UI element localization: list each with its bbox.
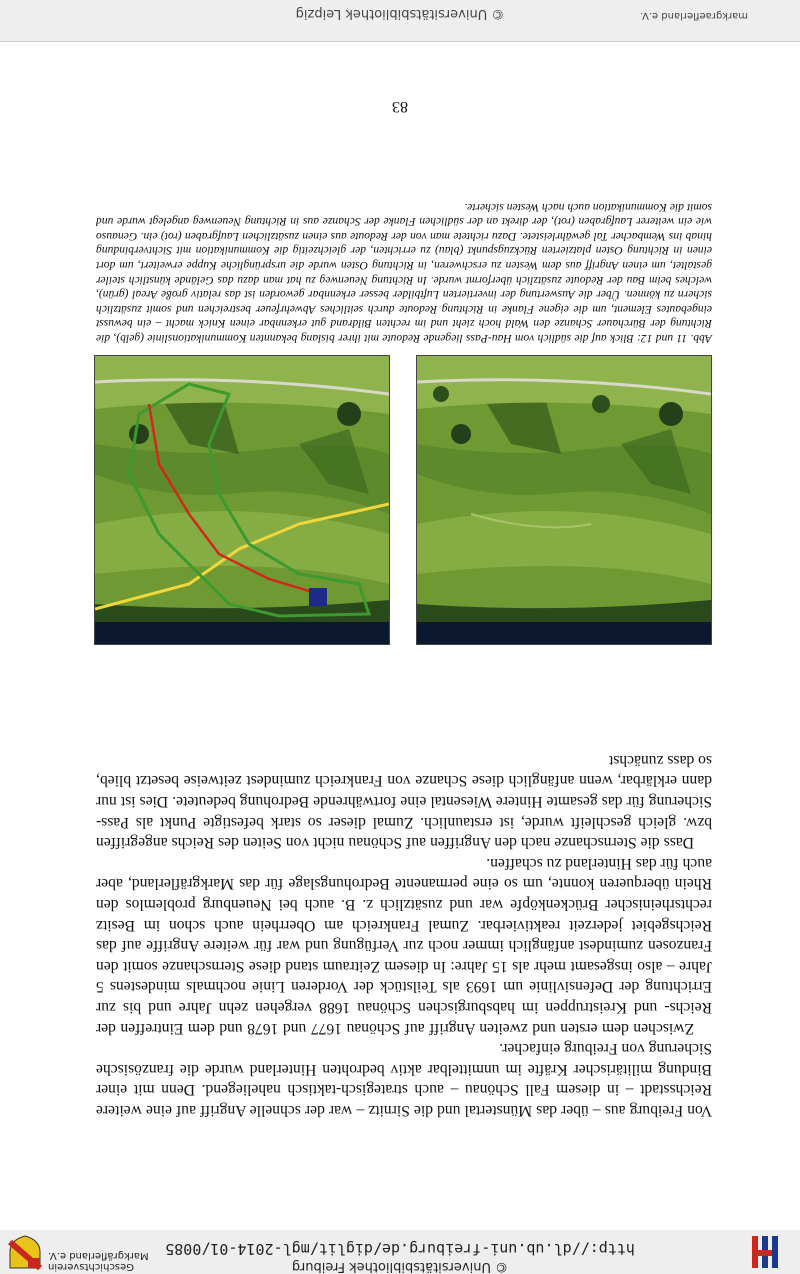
footer-left-text: markgraeflerland e.V. — [640, 10, 748, 21]
paragraph-1: Von Freiburg aus – über das Münstertal und die Sirnitz – war der schnelle Angriff auf eine weitere Reichsstadt – in diesem Fall Schönau – auch strategisch-taktisch naheliegend. Denn mit einer Bindung militärischer Kräfte im unmittelbar aktiv bedrohten Hinterland wurde die französische Sicherung von Freiburg einfacher. — [96, 1040, 712, 1119]
paragraph-3: Dass die Sternschanze nach den Angriffen auf Schönau nicht von Seiten des Reichs angegriffen bzw. gleich geschleift wurde, ist erstaunlich. Zumal dieser so stark befestigte Punkt als Pass-Sicherung für das gesamte Hintere Wiesental eine fortwährende Bedrohung bedeutete. Dies ist nur dann erklärbar, wenn anfänglich diese Schanze von Frankreich zumindest zeitweise besetzt blieb, so dass zunächst — [96, 751, 712, 852]
society-line-1: Geschichtsverein — [48, 1261, 134, 1272]
header-credit: © Universitätsbibliothek Freiburg — [291, 1259, 509, 1274]
aerial-photo-plain — [416, 355, 712, 645]
society-name — [48, 1250, 198, 1272]
header-url-link[interactable]: http://dl.ub.uni-freiburg.de/diglit/mgl-2014-01/0085 — [165, 1240, 635, 1258]
figure-caption: Abb. 11 und 12: Blick auf die südlich vom Hau-Pass liegende Redoute mit ihrer bislang bekannten Kommunikationslinie (gelb), die Richtung der Bürchauer Schanze den Wald hoch zieht und im rechten Bildrand gut erkennbar einen Knick macht – ein bewusst eingebautes Element, um die eigene Flanke in Richtung Redoute durch seitliches Abwehrfeuer bestreichen und somit zusätzlich sichern zu können. Über die Auswertung der invertierten Luftbilder besser erkennbar geworden ist das relativ große Areal (grün), welches beim Bau der Redoute zusätzlich überformt wurde. In Richtung Neuenweg zu hat man dazu das Gelände künstlich steiler gestaltet, um einen Angriff aus dem Westen zu erschweren, in Richtung Osten wurde die ursprüngliche Kuppe erweitert, um dort einen in Richtung Osten platzierten Rückzugspunkt (blau) zu errichten, der gleichzeitig die Kommunikation mit Sichtverbindung hinab ins Wembacher Tal gewährleistete. Dazu richtete man von der Redoute aus einen zusätzlichen Laufgraben (rot) ein. Genauso wie ein weiterer Laufgraben (rot), der direkt an der südlichen Flanke der Schanze aus in Richtung Neuenweg angelegt wurde und somit die Kommunikation auch nach Westen sicherte. — [96, 200, 712, 345]
society-line-2: Markgräflerland e.V. — [48, 1250, 149, 1261]
body-text — [96, 749, 712, 1120]
footer-credit: © Universitätsbibliothek Leipzig — [295, 6, 505, 21]
page-number: 83 — [392, 98, 408, 115]
viewer-footer-band — [0, 0, 800, 42]
document-page — [0, 42, 800, 1230]
coat-of-arms-icon — [6, 1234, 44, 1272]
figure-pair — [96, 355, 712, 645]
blue-retreat-point — [309, 588, 327, 606]
aerial-photo-annotated — [94, 355, 390, 645]
paragraph-2: Zwischen dem ersten und zweiten Angriff auf Schönau 1677 und 1678 und dem Eintreffen der Reichs- und Kreistruppen im habsburgischen Schönau 1688 vergehen zehn Jahre und bis zur Errichtung der Defensivlinie um 1693 als Teilstück der Vorderen Linie nochmals mindestens 5 Jahre – also insgesamt mehr als 15 Jahre: In diesem Zeitraum stand diese Sternschanze somit den Franzosen zumindest anfänglich immer noch zur Verfügung und war für weitere Angriffe auf das Reichsgebiet jederzeit reaktivierbar. Zumal Frankreich am Oberrhein auch schon im Besitz rechtsrheinischer Brückenköpfe war und zusätzlich z. B. auch bei Neuenburg problemlos den Rhein überqueren konnte, um so eine permanente Bedrohungslage für das Markgräflerland, aber auch für das Hinterland zu schaffen. — [96, 854, 712, 1037]
viewer-header-band — [0, 1229, 800, 1274]
